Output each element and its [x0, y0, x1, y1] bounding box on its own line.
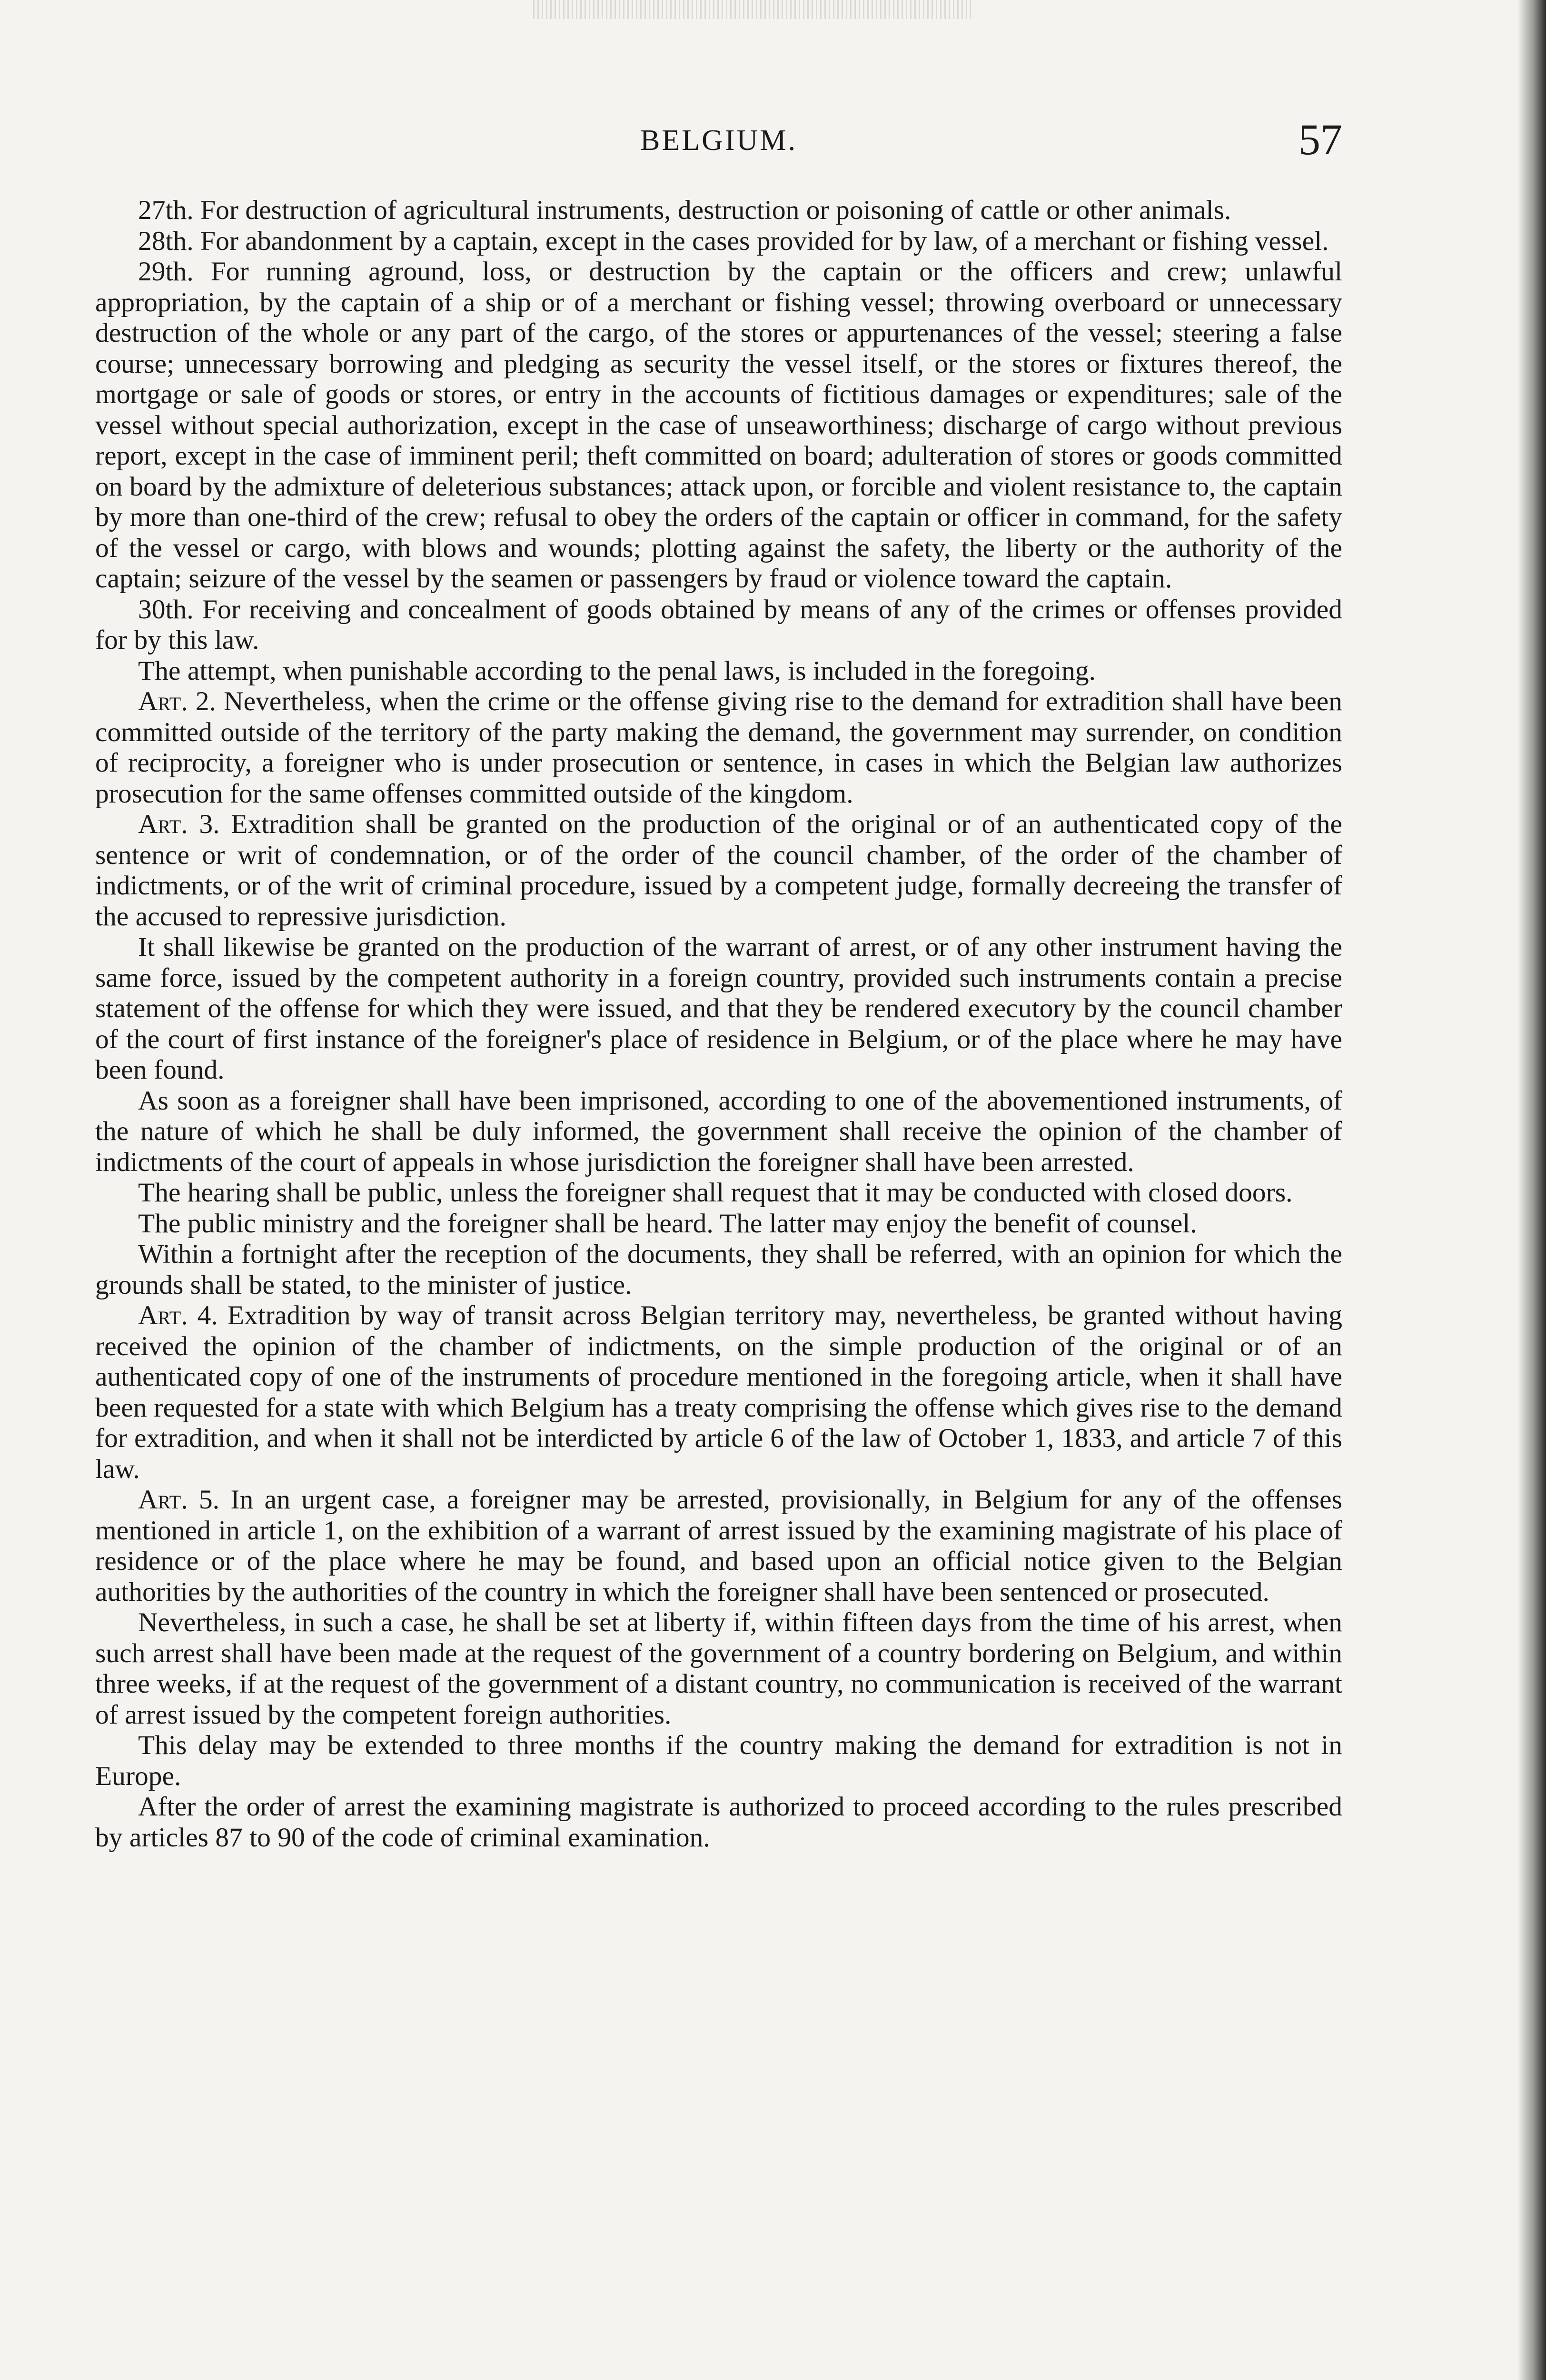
- article-label: Art. 4.: [138, 1300, 218, 1330]
- paragraph-liberty: [95, 1607, 1342, 1730]
- paragraph-imprisoned: [95, 1086, 1342, 1178]
- paragraph-order-of-arrest: [95, 1792, 1342, 1853]
- paragraph-fortnight: [95, 1239, 1342, 1300]
- paragraph-warrant: [95, 932, 1342, 1086]
- paragraph-art-2: [95, 686, 1342, 809]
- paragraph-text: Nevertheless, in such a case, he shall be set at liberty if, within fifteen days from the time of his arrest, when such arrest shall have been made at the request of the government of a country bordering on Belgium, and within three weeks, if at the request of the government of a distant country, no communication is received of the warrant of arrest issued by the competent foreign authorities.: [95, 1607, 1342, 1730]
- article-label: Art. 5.: [138, 1485, 220, 1515]
- paragraph-text: Within a fortnight after the reception of the documents, they shall be referred, with an opinion for which the grounds shall be stated, to the minister of justice.: [95, 1239, 1342, 1300]
- paragraph-delay: [95, 1730, 1342, 1792]
- paragraph-text: As soon as a foreigner shall have been imprisoned, according to one of the abovementioned instruments, of the nature of which he shall be duly informed, the government shall receive the opinion of the chamber of indictments of the court of appeals in whose jurisdiction the foreigner shall have been arrested.: [95, 1085, 1342, 1177]
- page: [95, 114, 1342, 1853]
- paragraph-text: In an urgent case, a foreigner may be arrested, provisionally, in Belgium for any of the offenses mentioned in article 1, on the exhibition of a warrant of arrest issued by the examining magistrate of his place of residence or of the place where he may be found, and based upon an official notice given to the Belgian authorities by the authorities of the country in which the foreigner shall have been sentenced or prosecuted.: [95, 1485, 1342, 1607]
- paragraph-text: 30th. For receiving and concealment of goods obtained by means of any of the crimes or offenses provided for by this law.: [95, 594, 1342, 655]
- paragraph-text: 29th. For running aground, loss, or destruction by the captain or the officers and crew; unlawful appropriation, by the captain of a ship or of a merchant or fishing vessel; throwing overboard or unnecessary destruction of the whole or any part of the cargo, of the stores or appurtenances of the vessel; steering a false course; unnecessary borrowing and pledging as security the vessel itself, or the stores or fixtures thereof, the mortgage or sale of goods or stores, or entry in the accounts of fictitious damages or expenditures; sale of the vessel without special authorization, except in the case of unseaworthiness; discharge of cargo without previous report, except in the case of imminent peril; theft committed on board; adulteration of stores or goods committed on board by the admixture of deleterious substances; attack upon, or forcible and violent resistance to, the captain by more than one-third of the crew; refusal to obey the orders of the captain or officer in command, for the safety of the vessel or cargo, with blows and wounds; plotting against the safety, the liberty or the authority of the captain; seizure of the vessel by the seamen or passengers by fraud or violence toward the captain.: [95, 257, 1342, 594]
- paragraph-30th: [95, 595, 1342, 656]
- paragraph-public-ministry: [95, 1209, 1342, 1240]
- paragraph-text: Nevertheless, when the crime or the offense giving rise to the demand for extradition shall have been committed outside of the territory of the party making the demand, the government may surrender, on condition of reciprocity, a foreigner who is under prosecution or sentence, in cases in which the Belgian law authorizes prosecution for the same offenses committed outside of the kingdom.: [95, 686, 1342, 809]
- paragraph-hearing: [95, 1178, 1342, 1209]
- paragraph-text: 28th. For abandonment by a captain, except in the cases provided for by law, of a merchant or fishing vessel.: [138, 226, 1329, 256]
- paragraph-29th: [95, 257, 1342, 595]
- paragraph-text: The hearing shall be public, unless the foreigner shall request that it may be conducted with closed doors.: [138, 1178, 1293, 1208]
- paragraph-text: Extradition by way of transit across Belgian territory may, nevertheless, be granted without having received the opinion of the chamber of indictments, on the simple production of the original or of an authenticated copy of one of the instruments of procedure mentioned in the foregoing article, when it shall have been requested for a state with which Belgium has a treaty comprising the offense which gives rise to the demand for extradition, and when it shall not be interdicted by article 6 of the law of October 1, 1833, and article 7 of this law.: [95, 1300, 1342, 1484]
- paragraph-text: This delay may be extended to three months if the country making the demand for extradition is not in Europe.: [95, 1730, 1342, 1791]
- paragraph-art-3: [95, 809, 1342, 932]
- paragraph-attempt: [95, 656, 1342, 687]
- paragraph-text: Extradition shall be granted on the production of the original or of an authenticated copy of the sentence or writ of condemnation, or of the order of the council chamber, of the order of the chamber of indictments, or of the writ of criminal procedure, issued by a competent judge, formally decreeing the transfer of the accused to repressive jurisdiction.: [95, 809, 1342, 932]
- article-label: Art. 3.: [138, 809, 220, 839]
- paragraph-text: The public ministry and the foreigner shall be heard. The latter may enjoy the benefit of counsel.: [138, 1208, 1197, 1239]
- paragraph-art-5: [95, 1485, 1342, 1607]
- paragraph-art-4: [95, 1300, 1342, 1485]
- running-head: BELGIUM.: [640, 124, 797, 157]
- paragraph-text: After the order of arrest the examining magistrate is authorized to proceed according to the rules prescribed by articles 87 to 90 of the code of criminal examination.: [95, 1792, 1342, 1853]
- paragraph-28th: [95, 226, 1342, 257]
- paragraph-text: 27th. For destruction of agricultural instruments, destruction or poisoning of cattle or other animals.: [138, 195, 1231, 225]
- scan-edge-shadow: [1517, 0, 1546, 2380]
- paragraph-text: The attempt, when punishable according to the penal laws, is included in the foregoing.: [138, 655, 1096, 686]
- paragraph-text: It shall likewise be granted on the production of the warrant of arrest, or of any other instrument having the same force, issued by the competent authority in a foreign country, provided such instruments contain a precise statement of the offense for which they were issued, and that they be rendered executory by the council chamber of the court of first instance of the foreigner's place of residence in Belgium, or of the place where he may have been found.: [95, 932, 1342, 1085]
- page-number: 57: [1298, 115, 1342, 164]
- body-text: [95, 195, 1342, 1853]
- paragraph-27th: [95, 195, 1342, 226]
- scan-smudge: [533, 0, 971, 19]
- article-label: Art. 2.: [138, 686, 216, 716]
- page-header: [95, 114, 1342, 195]
